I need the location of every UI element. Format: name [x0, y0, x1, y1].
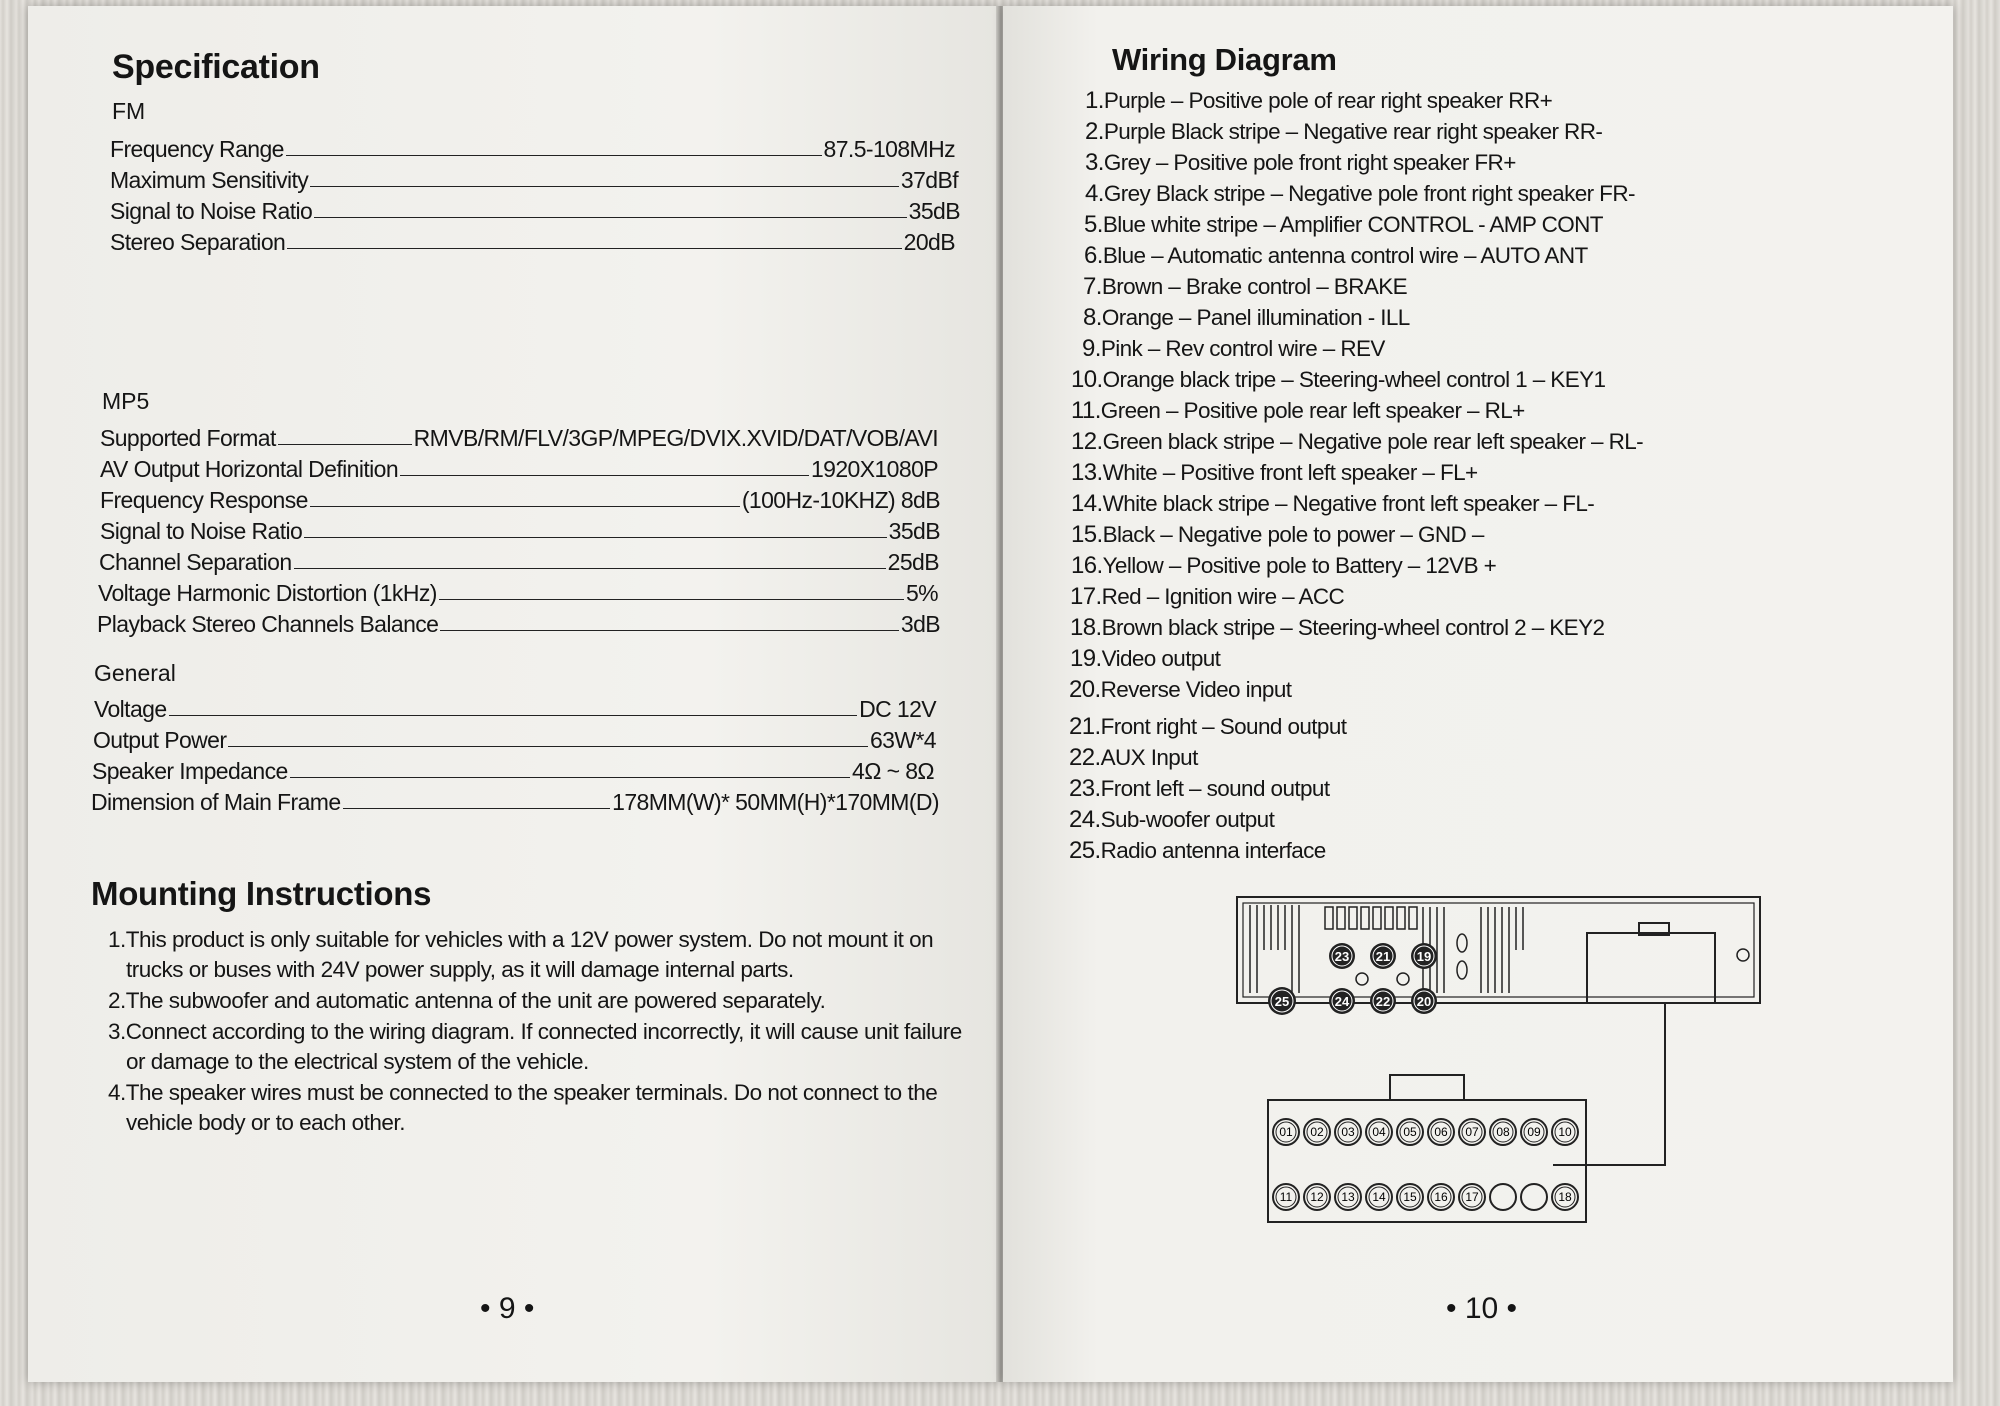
- wiring-item: 1.Purple – Positive pole of rear right speaker RR+: [1085, 87, 1553, 114]
- spec-row: Frequency Response (100Hz-10KHZ) 8dB: [100, 487, 940, 513]
- harness-pin-label: 10: [1558, 1125, 1572, 1139]
- harness-pin-label: 02: [1310, 1125, 1324, 1139]
- wiring-item: 2.Purple Black stripe – Negative rear right speaker RR-: [1085, 118, 1603, 145]
- harness-pin: [1459, 1119, 1485, 1145]
- wiring-item: 6.Blue – Automatic antenna control wire – AUTO ANT: [1084, 242, 1588, 269]
- iso-port: [1587, 933, 1715, 1003]
- harness-pin-label: 14: [1372, 1190, 1386, 1204]
- heatsink-left: [1250, 905, 1299, 993]
- harness-pin-label: 06: [1434, 1125, 1448, 1139]
- harness-pin-label: 03: [1341, 1125, 1355, 1139]
- mounting-item: 4.The speaker wires must be connected to the speaker terminals. Do not connect to the vehicle body or to each other.: [108, 1080, 938, 1135]
- svg-text:24: 24: [1334, 994, 1350, 1009]
- spec-row: Maximum Sensitivity 37dBf: [110, 167, 958, 193]
- mp5-heading: MP5: [102, 388, 150, 414]
- harness-pin: [1428, 1184, 1454, 1210]
- wiring-item: 16.Yellow – Positive pole to Battery – 12VB +: [1071, 552, 1497, 579]
- harness-pin: [1335, 1184, 1361, 1210]
- harness-pin-label: 01: [1279, 1125, 1293, 1139]
- svg-text:22: 22: [1375, 994, 1391, 1009]
- wiring-item: 20.Reverse Video input: [1069, 676, 1292, 703]
- harness-pin-label: 11: [1279, 1190, 1293, 1204]
- wiring-item: 3.Grey – Positive pole front right speaker FR+: [1085, 149, 1516, 176]
- harness-pin: [1552, 1184, 1578, 1210]
- wiring-item: 25.Radio antenna interface: [1069, 837, 1326, 864]
- spec-row: Supported Format RMVB/RM/FLV/3GP/MPEG/DVIX.XVID/DAT/VOB/AVI: [100, 425, 938, 451]
- harness-pins: [1273, 1119, 1578, 1210]
- harness-pin-label: 12: [1310, 1190, 1324, 1204]
- harness-pin-label: 15: [1403, 1190, 1417, 1204]
- harness-pin: [1304, 1184, 1330, 1210]
- harness-pin-label: 09: [1527, 1125, 1541, 1139]
- harness-pin: [1273, 1184, 1299, 1210]
- rca-jack: [1370, 943, 1396, 969]
- spec-row: Signal to Noise Ratio 35dB: [100, 518, 940, 544]
- svg-text:21: 21: [1375, 949, 1391, 964]
- wiring-item: 17.Red – Ignition wire – ACC: [1070, 583, 1345, 610]
- svg-text:19: 19: [1416, 949, 1432, 964]
- spec-row: AV Output Horizontal Definition 1920X1080P: [100, 456, 938, 482]
- mounting-title: Mounting Instructions: [91, 875, 432, 912]
- wiring-item: 8.Orange – Panel illumination - ILL: [1083, 304, 1410, 331]
- spec-row: Output Power 63W*4: [93, 727, 936, 753]
- wiring-item: 18.Brown black stripe – Steering-wheel control 2 – KEY2: [1070, 614, 1605, 641]
- rca-jack: [1329, 988, 1355, 1014]
- wiring-item: 11.Green – Positive pole rear left speaker – RL+: [1071, 397, 1525, 424]
- heatsink-right: [1423, 907, 1523, 993]
- wiring-item: 7.Brown – Brake control – BRAKE: [1083, 273, 1408, 300]
- harness-pin-label: 08: [1496, 1125, 1510, 1139]
- page-number-right: • 10 •: [1446, 1292, 1518, 1325]
- harness-pin: [1304, 1119, 1330, 1145]
- mounting-list: [108, 925, 968, 1139]
- rca-jack: [1411, 943, 1437, 969]
- wiring-item: 24.Sub-woofer output: [1069, 806, 1275, 833]
- svg-text:23: 23: [1334, 949, 1350, 964]
- harness-pin: [1490, 1184, 1516, 1210]
- mounting-item: 3.Connect according to the wiring diagram. If connected incorrectly, it will cause unit failure or damage to the electrical system of the vehicle.: [108, 1019, 962, 1074]
- mounting-item: 1.This product is only suitable for vehicles with a 12V power system. Do not mount it on trucks or buses with 24V power supply, as it will damage internal parts.: [108, 927, 934, 982]
- wiring-item: 14.White black stripe – Negative front left speaker – FL-: [1071, 490, 1595, 517]
- svg-text:25: 25: [1274, 994, 1290, 1009]
- spec-row: Voltage DC 12V: [94, 696, 936, 722]
- harness-pin-label: 18: [1558, 1190, 1572, 1204]
- wiring-item: 21.Front right – Sound output: [1069, 713, 1347, 740]
- wiring-item: 10.Orange black tripe – Steering-wheel control 1 – KEY1: [1071, 366, 1606, 393]
- harness-pin: [1366, 1119, 1392, 1145]
- spec-row: Channel Separation 25dB: [99, 549, 939, 575]
- harness-pin: [1366, 1184, 1392, 1210]
- harness-pin-label: 17: [1465, 1190, 1479, 1204]
- vent-slots: [1325, 907, 1417, 929]
- rca-jack: [1411, 988, 1437, 1014]
- specification-title: Specification: [112, 48, 320, 86]
- harness-pin: [1397, 1184, 1423, 1210]
- wiring-diagram-title: Wiring Diagram: [1112, 42, 1337, 77]
- wiring-item: 5.Blue white stripe – Amplifier CONTROL - AMP CONT: [1084, 211, 1603, 238]
- spec-row: Playback Stereo Channels Balance 3dB: [97, 611, 940, 637]
- spec-row: Stereo Separation 20dB: [110, 229, 955, 255]
- spec-row: Signal to Noise Ratio 35dB: [110, 198, 960, 224]
- rca-jacks: [1268, 943, 1437, 1015]
- harness-pin: [1521, 1184, 1547, 1210]
- rca-jack: [1370, 988, 1396, 1014]
- harness-pin-label: 13: [1341, 1190, 1355, 1204]
- rca-jack: [1268, 987, 1296, 1015]
- harness-pin: [1459, 1184, 1485, 1210]
- harness-pin-label: 04: [1372, 1125, 1386, 1139]
- wiring-item: 22.AUX Input: [1069, 744, 1198, 771]
- harness-pin-label: 07: [1465, 1125, 1479, 1139]
- spec-row: Frequency Range 87.5-108MHz: [110, 136, 955, 162]
- general-heading: General: [94, 660, 176, 686]
- harness-pin: [1397, 1119, 1423, 1145]
- wiring-item: 12.Green black stripe – Negative pole rear left speaker – RL-: [1071, 428, 1644, 455]
- wiring-item: 4.Grey Black stripe – Negative pole front right speaker FR-: [1085, 180, 1635, 207]
- rca-jack: [1329, 943, 1355, 969]
- harness-pin: [1521, 1119, 1547, 1145]
- harness-pin-label: 05: [1403, 1125, 1417, 1139]
- page-number-left: • 9 •: [480, 1292, 535, 1325]
- harness-pin: [1428, 1119, 1454, 1145]
- wiring-item: 9.Pink – Rev control wire – REV: [1082, 335, 1385, 362]
- wiring-item: 23.Front left – sound output: [1069, 775, 1330, 802]
- harness-pin: [1273, 1119, 1299, 1145]
- harness-pin: [1552, 1119, 1578, 1145]
- svg-text:20: 20: [1416, 994, 1432, 1009]
- wiring-item: 19.Video output: [1070, 645, 1221, 672]
- harness-pin-label: 16: [1434, 1190, 1448, 1204]
- wiring-item: 15.Black – Negative pole to power – GND –: [1071, 521, 1484, 548]
- fm-heading: FM: [112, 98, 146, 124]
- wiring-diagram-figure: [1235, 895, 1770, 1230]
- spec-row: Speaker Impedance 4Ω ~ 8Ω: [92, 758, 934, 784]
- wiring-item: 13.White – Positive front left speaker – FL+: [1071, 459, 1478, 486]
- harness-pin: [1335, 1119, 1361, 1145]
- spec-row: Voltage Harmonic Distortion (1kHz) 5%: [98, 580, 938, 606]
- harness-pin: [1490, 1119, 1516, 1145]
- mounting-item: 2.The subwoofer and automatic antenna of the unit are powered separately.: [108, 988, 826, 1013]
- head-unit-outline: [1237, 897, 1760, 1003]
- spec-row: Dimension of Main Frame 178MM(W)* 50MM(H)*170MM(D): [91, 789, 939, 815]
